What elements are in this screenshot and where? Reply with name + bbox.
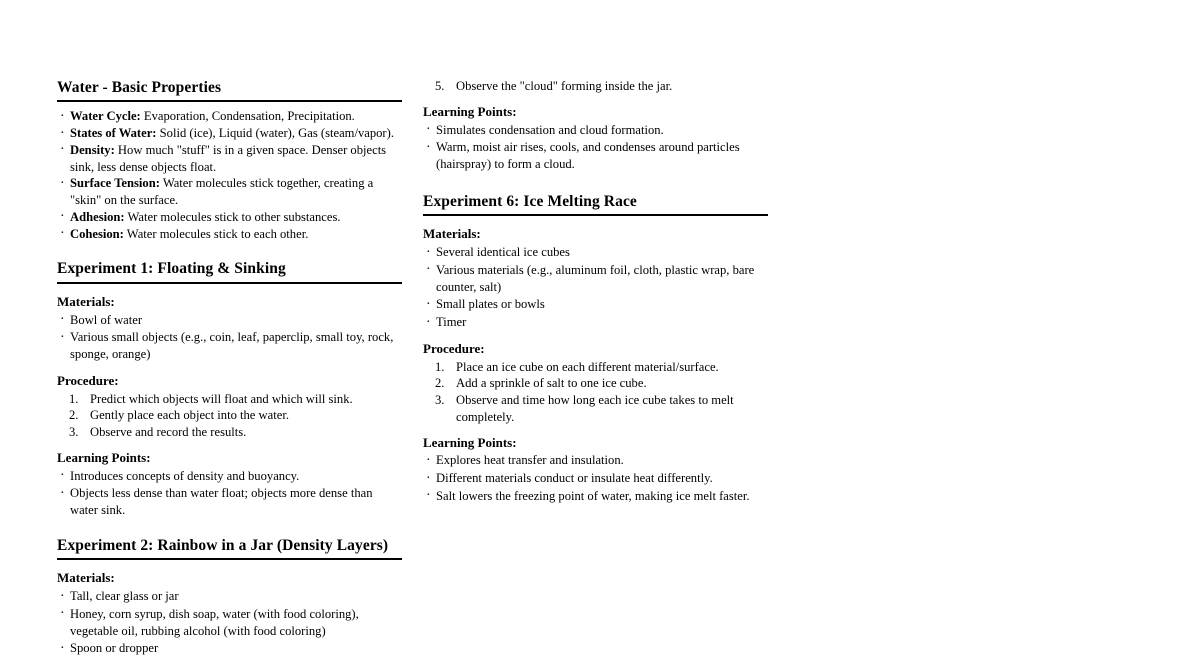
list-item: Gently place each object into the water. [90,408,289,423]
list-item: · Different materials conduct or insulate heat differently. [423,470,768,488]
page-title: Water - Basic Properties [57,78,402,102]
experiment-6-learning-points-label: Learning Points: [423,434,517,450]
property-term: Density: [70,142,115,157]
experiment-1-procedure-label: Procedure: [57,372,119,388]
right-column [423,78,768,506]
property-term: Cohesion: [70,226,124,241]
list-item: · Timer [423,314,768,332]
experiment-1-learning-points-list [57,468,402,520]
experiment-6-procedure-label: Procedure: [423,340,485,356]
list-item: · Bowl of water [57,312,402,330]
continued-procedure-text: Observe the "cloud" forming inside the jar. [456,79,673,93]
water-properties-list [57,108,402,242]
rule-spacer [57,284,402,290]
list-item [57,125,402,142]
list-item [57,175,402,208]
experiment-1-materials-list [57,312,402,364]
left-column [57,78,402,658]
list-item: · Various materials (e.g., aluminum foil, cloth, plastic wrap, bare counter, salt) [423,262,768,296]
continued-procedure-number: 5. [435,79,445,93]
list-item [57,142,402,175]
experiment-6-learning-points-list [423,452,768,505]
list-item: · Objects less dense than water float; objects more dense than water sink. [57,485,402,519]
list-item [57,226,402,243]
property-text: Evaporation, Condensation, Precipitation. [140,109,355,124]
property-term: Adhesion: [70,209,125,224]
list-item: Place an ice cube on each different material/surface. [456,359,719,374]
list-item: Observe and time how long each ice cube takes to melt completely. [456,393,734,424]
experiment-2-heading: Experiment 2: Rainbow in a Jar (Density Layers) [57,536,402,560]
property-text: Water molecules stick together, creating a "skin" on the surface. [70,176,374,208]
experiment-1-learning-points-label: Learning Points: [57,449,151,465]
list-item: · Small plates or bowls [423,296,768,314]
property-term: Surface Tension: [70,176,160,191]
list-item: · Various small objects (e.g., coin, leaf, paperclip, small toy, rock, sponge, orange) [57,329,402,363]
list-item: · Honey, corn syrup, dish soap, water (with food coloring), vegetable oil, rubbing alcohol (with food coloring) [57,606,402,640]
experiment-6-heading: Experiment 6: Ice Melting Race [423,192,768,216]
experiment-6-procedure-list [423,359,768,426]
property-text: Water molecules stick to each other. [123,226,309,241]
experiment-6-materials-label: Materials: [423,226,481,242]
property-term: Water Cycle: [70,109,141,124]
list-item: · Several identical ice cubes [423,244,768,262]
list-item: · Explores heat transfer and insulation. [423,452,768,470]
list-item [57,108,402,125]
property-text: How much "stuff" is in a given space. Denser objects sink, less dense objects float. [70,142,387,174]
experiment-1-materials-label: Materials: [57,293,115,309]
cloud-learning-points-list [423,122,768,174]
list-item: Add a sprinkle of salt to one ice cube. [456,376,647,391]
list-item: · Introduces concepts of density and buoyancy. [57,468,402,486]
list-item: Observe and record the results. [90,425,247,440]
experiment-2-materials-label: Materials: [57,570,115,586]
property-text: Water molecules stick to other substances. [124,209,341,224]
property-text: Solid (ice), Liquid (water), Gas (steam/vapor). [156,126,394,141]
list-item: · Tall, clear glass or jar [57,588,402,606]
list-item [57,209,402,226]
rule-spacer [57,560,402,566]
list-item: · Salt lowers the freezing point of water, making ice melt faster. [423,488,768,506]
experiment-1-heading: Experiment 1: Floating & Sinking [57,259,402,283]
list-item: · Warm, moist air rises, cools, and condenses around particles (hairspray) to form a cloud. [423,139,768,173]
experiment-2-materials-list [57,588,402,658]
continued-procedure-item [423,78,768,95]
list-item: Predict which objects will float and which will sink. [90,391,353,406]
property-term: States of Water: [70,126,157,141]
experiment-6-materials-list [423,244,768,332]
rule-spacer [423,216,768,222]
experiment-1-procedure-list [57,391,402,441]
list-item: · Spoon or dropper [57,640,402,658]
cloud-learning-points-label: Learning Points: [423,103,517,119]
list-item: · Simulates condensation and cloud formation. [423,122,768,140]
